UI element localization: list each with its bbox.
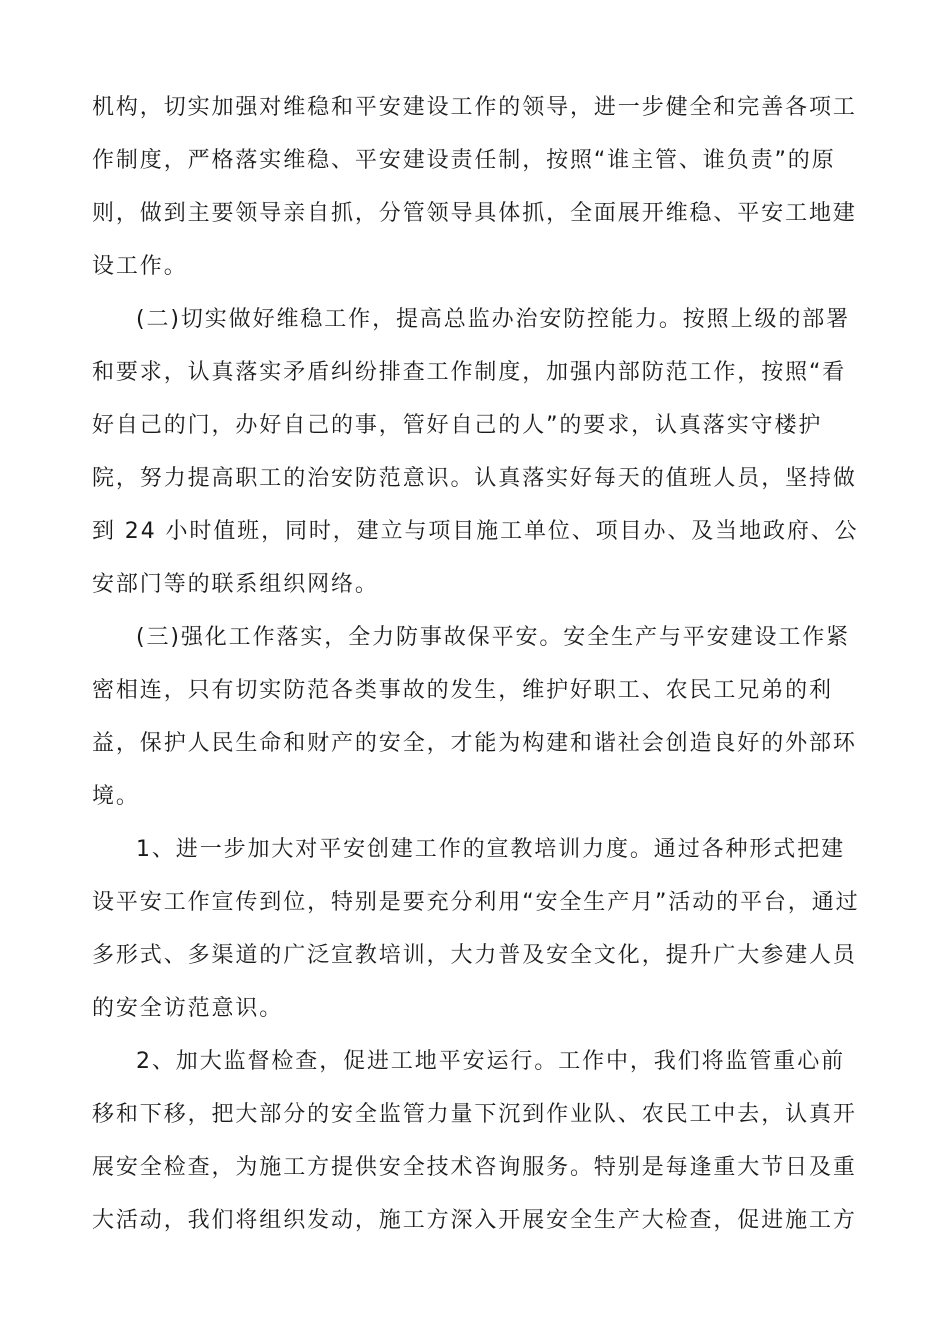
text-line: 机构，切实加强对维稳和平安建设工作的领导，进一步健全和完善各项工 [92, 95, 857, 120]
text-line: 安部门等的联系组织网络。 [92, 572, 379, 597]
paragraph-start-line: 1、进一步加大对平安创建工作的宣教培训力度。通过各种形式把建 [136, 837, 845, 862]
text-line: 和要求，认真落实矛盾纠纷排查工作制度，加强内部防范工作，按照“看 [92, 360, 847, 385]
paragraph-start-line: 2、加大监督检查，促进工地平安运行。工作中，我们将监管重心前 [136, 1049, 845, 1074]
text-line: 院，努力提高职工的治安防范意识。认真落实好每天的值班人员，坚持做 [92, 466, 857, 491]
text-line: 好自己的门，办好自己的事，管好自己的人”的要求，认真落实守楼护 [92, 413, 823, 438]
text-line: 密相连，只有切实防范各类事故的发生，维护好职工、农民工兄弟的利 [92, 678, 833, 703]
text-line: 移和下移，把大部分的安全监管力量下沉到作业队、农民工中去，认真开 [92, 1102, 857, 1127]
text-line: 设平安工作宣传到位，特别是要充分利用“安全生产月”活动的平台，通过 [92, 890, 860, 915]
paragraph-start-line: (三)强化工作落实，全力防事故保平安。安全生产与平安建设工作紧 [136, 625, 851, 650]
paragraph-start-line: (二)切实做好维稳工作，提高总监办治安防控能力。按照上级的部署 [136, 307, 851, 332]
text-line: 大活动，我们将组织发动，施工方深入开展安全生产大检查，促进施工方 [92, 1208, 857, 1233]
text-line: 多形式、多渠道的广泛宣教培训，大力普及安全文化，提升广大参建人员 [92, 943, 857, 968]
text-line: 的安全访范意识。 [92, 996, 284, 1021]
text-line: 作制度，严格落实维稳、平安建设责任制，按照“谁主管、谁负责”的原 [92, 148, 836, 173]
text-line: 则，做到主要领导亲自抓，分管领导具体抓，全面展开维稳、平安工地建 [92, 201, 857, 226]
text-line: 益，保护人民生命和财产的安全，才能为构建和谐社会创造良好的外部环 [92, 731, 857, 756]
text-line: 展安全检查，为施工方提供安全技术咨询服务。特别是每逢重大节日及重 [92, 1155, 857, 1180]
text-line: 到 24 小时值班，同时，建立与项目施工单位、项目办、及当地政府、公 [92, 519, 859, 544]
text-line: 设工作。 [92, 254, 188, 279]
text-line: 境。 [92, 784, 140, 809]
